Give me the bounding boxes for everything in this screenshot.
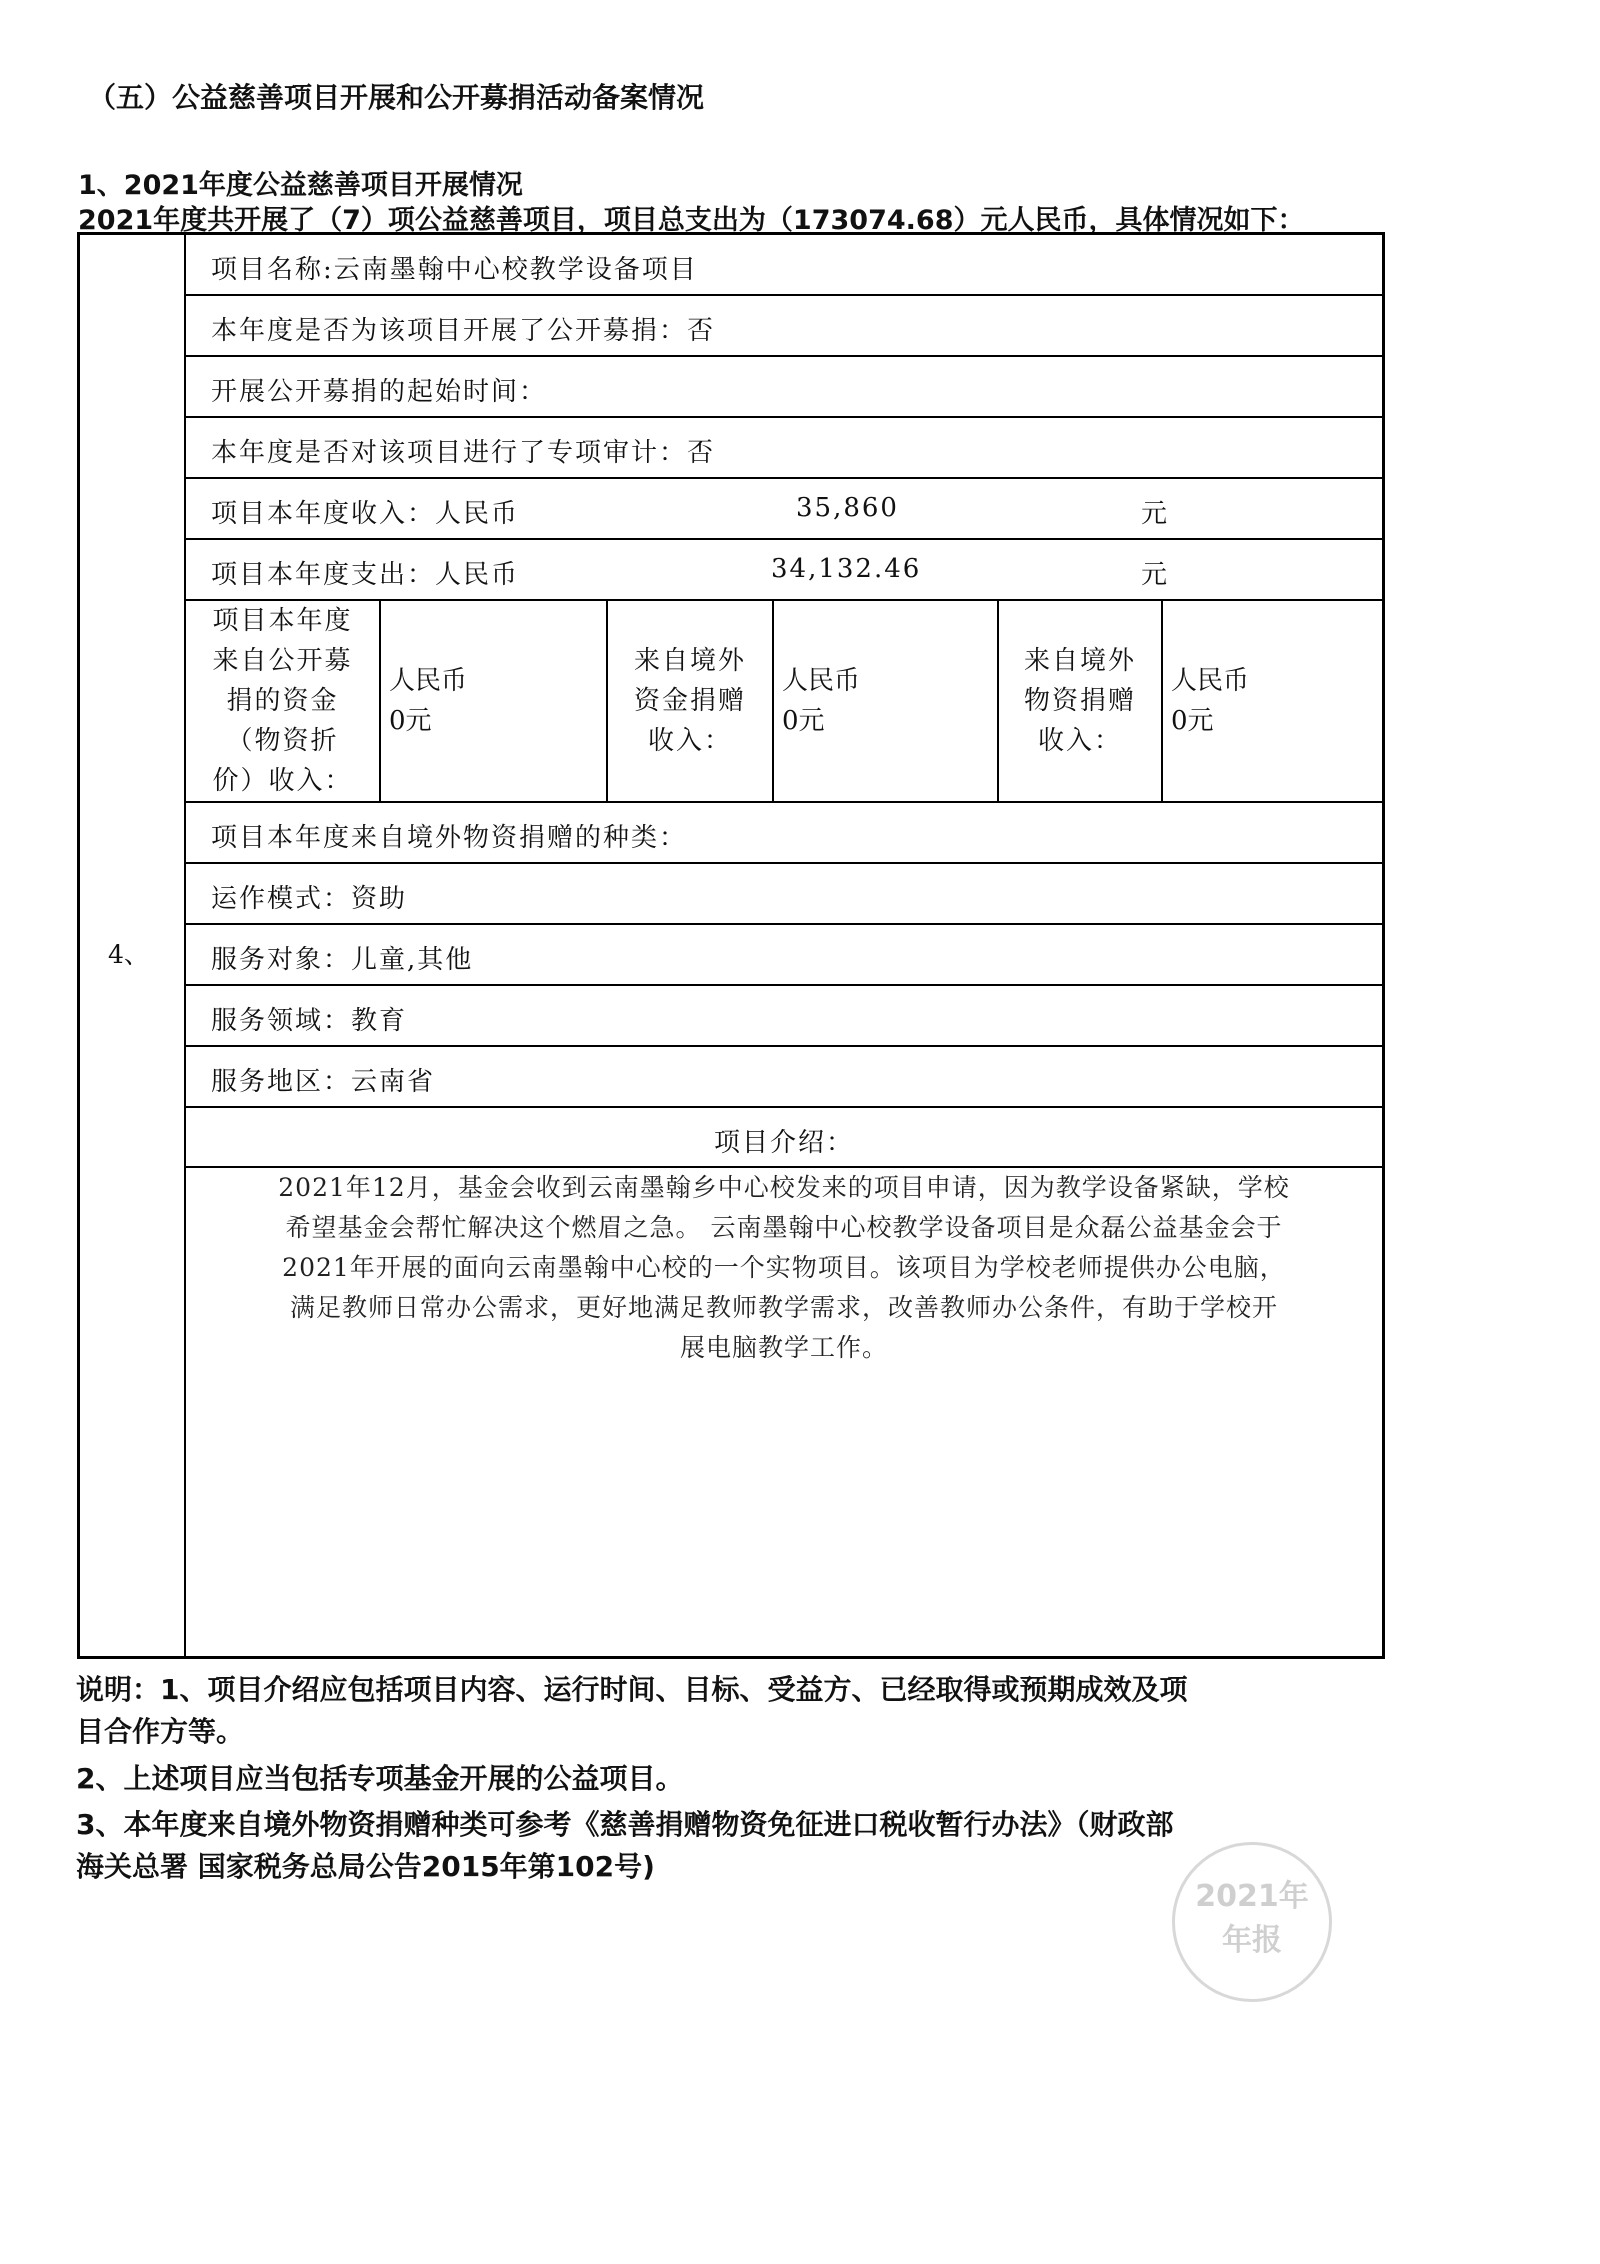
row-public-fundraising: 本年度是否为该项目开展了公开募捐：否 [186,296,1382,357]
row-income: 项目本年度收入：人民币 35,860 元 [186,479,1382,540]
project-number-column [80,235,186,1656]
note-line-1: 说明：1、项目介绍应包括项目内容、运行时间、目标、受益方、已经取得或预期成效及项 [76,1673,1188,1706]
income-unit: 元 [1141,499,1170,529]
row-operation-mode: 运作模式：资助 [186,864,1382,925]
row-special-audit: 本年度是否对该项目进行了专项审计：否 [186,418,1382,479]
row-goods-type: 项目本年度来自境外物资捐赠的种类： [186,803,1382,864]
page-title: （五）公益慈善项目开展和公开募捐活动备案情况 [88,81,705,114]
note-line-2: 目合作方等。 [76,1715,245,1748]
expense-amount: 34,132.46 [771,554,922,584]
overseas-goods-value: 人民币 0元 [1171,666,1250,736]
row-intro-heading: 项目介绍： [186,1108,1382,1168]
public-funds-label: 项目本年度 来自公开募 捐的资金 （物资折 价）收入： [186,601,381,801]
project-number: 4、 [108,940,149,969]
public-funds-value: 人民币 0元 [381,601,608,801]
note-line-5: 海关总署 国家税务总局公告2015年第102号) [76,1850,655,1883]
row-expense: 项目本年度支出：人民币 34,132.46 元 [186,540,1382,601]
income-amount: 35,860 [796,493,899,523]
note-line-4: 3、本年度来自境外物资捐赠种类可参考《慈善捐赠物资免征进口税收暂行办法》（财政部 [76,1808,1174,1841]
project-table [77,232,1385,1659]
overseas-cash-label: 来自境外 资金捐赠 收入： [608,601,774,801]
project-introduction: 2021年12月，基金会收到云南墨翰乡中心校发来的项目申请，因为教学设备紧缺，学校 希望基金会帮忙解决这个燃眉之急。 云南墨翰中心校教学设备项目是众磊公益基金会于 2021年开展的面向云南墨翰中心校的一个实物项目。该项目为学校老师提供办公电脑， 满足教师日常办公需求，更好地满足教师教学需求，改善教师办公条件，有助于学校开 展电脑教学工作。 [278,1173,1290,1362]
row-fundraising-start: 开展公开募捐的起始时间： [186,357,1382,418]
summary-line: 2021年度共开展了（7）项公益慈善项目，项目总支出为（173074.68）元人民币，具体情况如下： [78,205,1305,236]
note-line-3: 2、上述项目应当包括专项基金开展的公益项目。 [76,1762,684,1795]
section-heading: 1、2021年度公益慈善项目开展情况 [78,170,523,201]
row-service-region: 服务地区：云南省 [186,1047,1382,1108]
annual-report-stamp: 2021年 年报 [1172,1842,1332,2002]
row-service-target: 服务对象：儿童,其他 [186,925,1382,986]
overseas-goods-label: 来自境外 物资捐赠 收入： [999,601,1163,801]
row-project-name: 项目名称:云南墨翰中心校教学设备项目 [186,235,1382,296]
expense-unit: 元 [1141,560,1170,590]
row-funds [186,601,1382,803]
row-service-field: 服务领域：教育 [186,986,1382,1047]
overseas-cash-value: 人民币 0元 [774,601,999,801]
